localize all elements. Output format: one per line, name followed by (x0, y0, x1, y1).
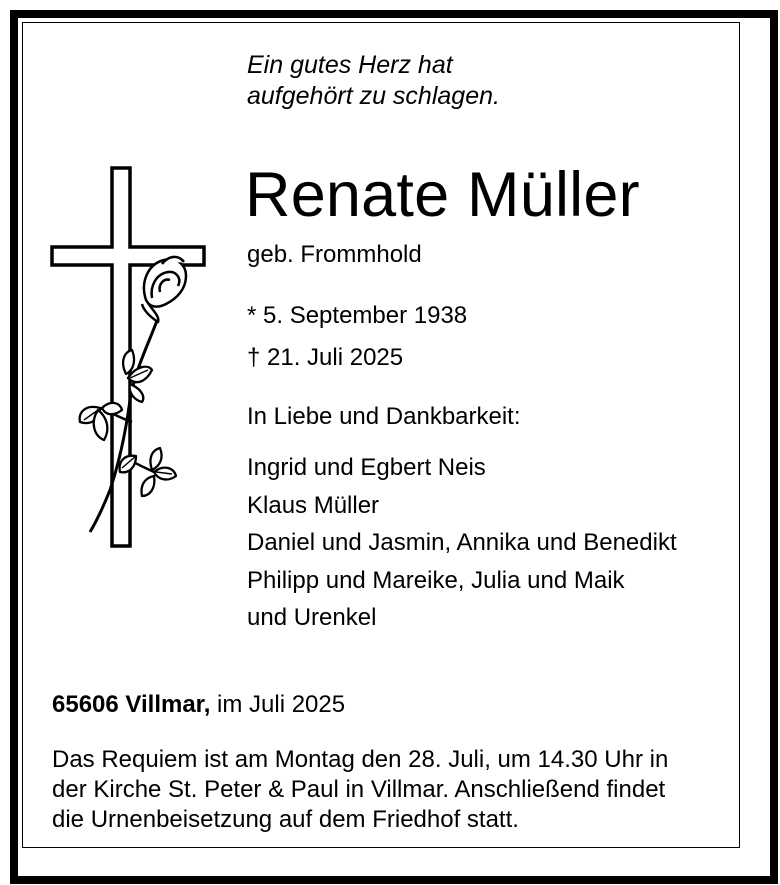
mourners-list (247, 449, 677, 637)
notice-line: der Kirche St. Peter & Paul in Villmar. Anschließend findet (52, 776, 666, 803)
death-date: † 21. Juli 2025 (247, 344, 404, 371)
born-name: geb. Frommhold (247, 241, 422, 268)
list-item: Daniel und Jasmin, Annika und Benedikt (247, 529, 677, 556)
notice-line: Das Requiem ist am Montag den 28. Juli, um 14.30 Uhr in (52, 746, 669, 773)
cross-with-rose-icon (40, 160, 210, 560)
deceased-name: Renate Müller (245, 160, 640, 230)
funeral-notice (52, 745, 752, 835)
mourning-intro: In Liebe und Dankbarkeit: (247, 403, 521, 430)
life-dates (247, 295, 467, 379)
motto-line: aufgehört zu schlagen. (247, 82, 500, 110)
list-item: Klaus Müller (247, 491, 380, 519)
list-item: Ingrid und Egbert Neis (247, 454, 486, 481)
place-location: 65606 Villmar, (52, 691, 211, 718)
place-month: im Juli 2025 (217, 691, 346, 718)
motto (247, 50, 500, 112)
notice-line: die Urnenbeisetzung auf dem Friedhof statt. (52, 806, 519, 833)
birth-date: * 5. September 1938 (247, 302, 468, 329)
list-item: und Urenkel (247, 604, 377, 631)
place-date (52, 690, 345, 720)
list-item: Philipp und Mareike, Julia und Maik (247, 566, 625, 594)
motto-line: Ein gutes Herz hat (247, 51, 453, 79)
